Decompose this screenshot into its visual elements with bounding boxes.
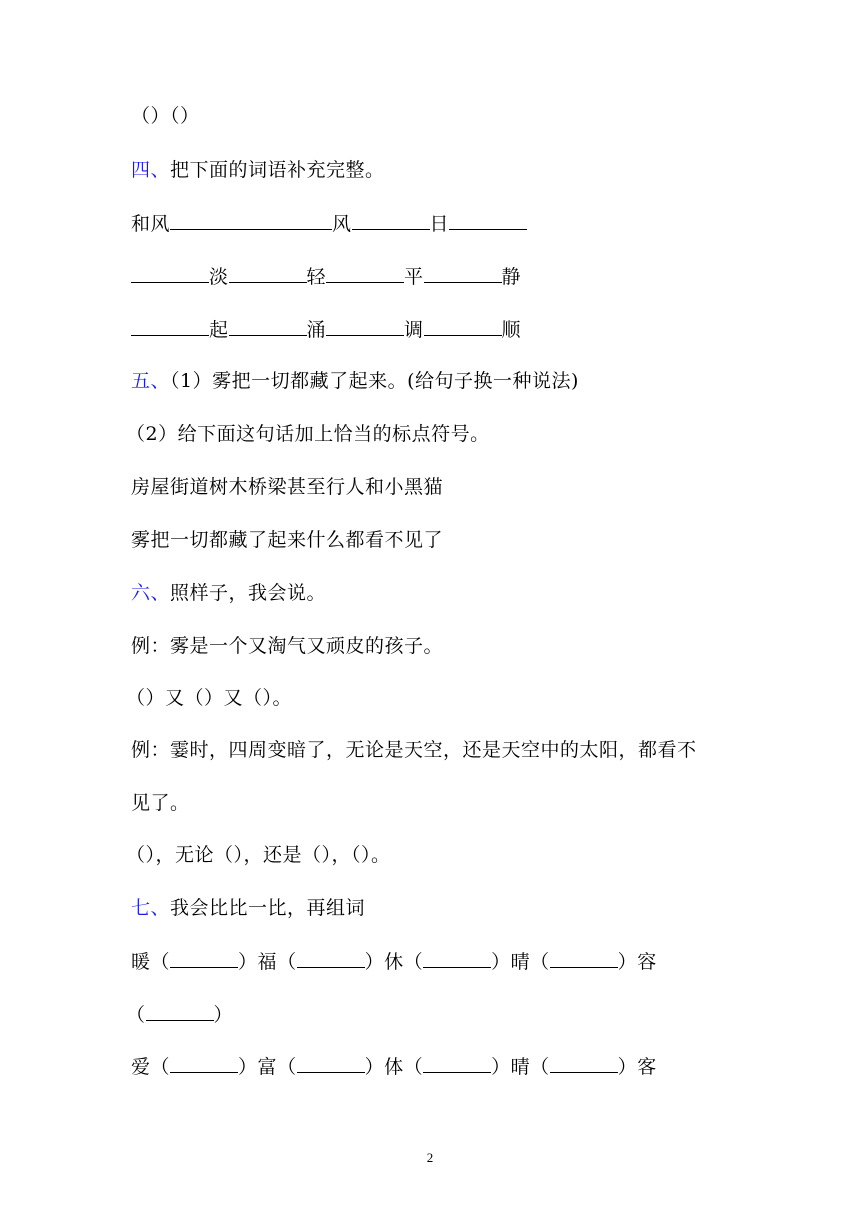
char: 体 [384, 1056, 404, 1078]
parentheses-line: （）（） [131, 105, 200, 127]
word: 淡 [209, 266, 229, 288]
section-4-heading [131, 157, 385, 183]
char: 暖 [131, 951, 151, 973]
char-row-1-wrap [126, 1000, 233, 1028]
section-title: 把下面的词语补充完整。 [170, 159, 385, 181]
char: 福 [257, 951, 278, 973]
blank [352, 209, 430, 230]
word-row-1 [131, 209, 527, 237]
paren: ） [491, 1056, 511, 1078]
section-number: 五、 [131, 370, 171, 392]
section-title: 照样子，我会说。 [170, 582, 327, 604]
blank [229, 262, 307, 283]
fill-in-line: （），无论（），还是（），（）。 [126, 844, 391, 866]
word: 轻 [306, 266, 327, 288]
paren: ） [617, 951, 638, 973]
blank [297, 1052, 365, 1073]
paren: ） [364, 951, 385, 973]
paren: ） [617, 1056, 638, 1078]
word: 涌 [306, 319, 327, 341]
section-number: 七、 [131, 897, 171, 919]
paren: （ [277, 1056, 297, 1078]
word: 静 [501, 266, 522, 288]
blank [326, 315, 404, 336]
paren: （ [126, 1004, 146, 1026]
blank [423, 1052, 491, 1073]
char: 容 [637, 951, 657, 973]
char: 客 [637, 1056, 657, 1078]
blank [449, 209, 527, 230]
question-text: （2）给下面这句话加上恰当的标点符号。 [126, 423, 490, 445]
paren: ） [213, 1004, 234, 1026]
section-5-heading [131, 368, 579, 394]
section-7-heading [131, 895, 365, 921]
char-row-2 [131, 1052, 657, 1080]
paren: （ [150, 951, 171, 973]
example-text: 例：雾是一个又淘气又顽皮的孩子。 [131, 635, 444, 657]
paren: （ [530, 951, 550, 973]
word: 起 [209, 319, 229, 341]
blank [423, 947, 491, 968]
char: 晴 [510, 1056, 531, 1078]
fill-in-line: （）又（）又（）。 [126, 687, 293, 709]
paren: （ [150, 1056, 171, 1078]
blank [131, 262, 209, 283]
blank [170, 209, 332, 230]
word: 调 [404, 319, 424, 341]
blank [297, 947, 365, 968]
blank [326, 262, 404, 283]
word-row-2 [131, 262, 521, 290]
paren: （ [403, 1056, 424, 1078]
word-row-3 [131, 315, 521, 343]
char-row-1 [131, 947, 657, 975]
blank [424, 315, 502, 336]
section-number: 四、 [131, 159, 171, 181]
word: 平 [404, 266, 424, 288]
example-text: 见了。 [131, 792, 190, 814]
page-number: 2 [426, 1150, 434, 1165]
word: 风 [332, 213, 352, 235]
blank [146, 1000, 214, 1021]
question-text: 房屋街道树木桥梁甚至行人和小黑猫 [131, 476, 444, 498]
example-text: 例：霎时，四周变暗了，无论是天空，还是天空中的太阳，都看不 [131, 739, 697, 761]
section-6-heading [131, 580, 326, 606]
paren: （ [277, 951, 297, 973]
word: 顺 [501, 319, 522, 341]
blank [229, 315, 307, 336]
blank [424, 262, 502, 283]
section-title: （1）雾把一切都藏了起来。(给句子换一种说法) [170, 370, 579, 392]
paren: ） [238, 951, 258, 973]
question-text: 雾把一切都藏了起来什么都看不见了 [131, 529, 444, 551]
char: 晴 [510, 951, 531, 973]
paren: （ [403, 951, 424, 973]
blank [170, 1052, 238, 1073]
paren: （ [530, 1056, 550, 1078]
paren: ） [238, 1056, 258, 1078]
paren: ） [491, 951, 511, 973]
paren: ） [364, 1056, 385, 1078]
blank [550, 1052, 618, 1073]
word: 和风 [131, 213, 171, 235]
blank [131, 315, 209, 336]
char: 休 [384, 951, 404, 973]
blank [550, 947, 618, 968]
word: 日 [429, 213, 450, 235]
char: 爱 [131, 1056, 151, 1078]
char: 富 [257, 1056, 278, 1078]
section-number: 六、 [131, 582, 171, 604]
section-title: 我会比比一比，再组词 [170, 897, 366, 919]
blank [170, 947, 238, 968]
